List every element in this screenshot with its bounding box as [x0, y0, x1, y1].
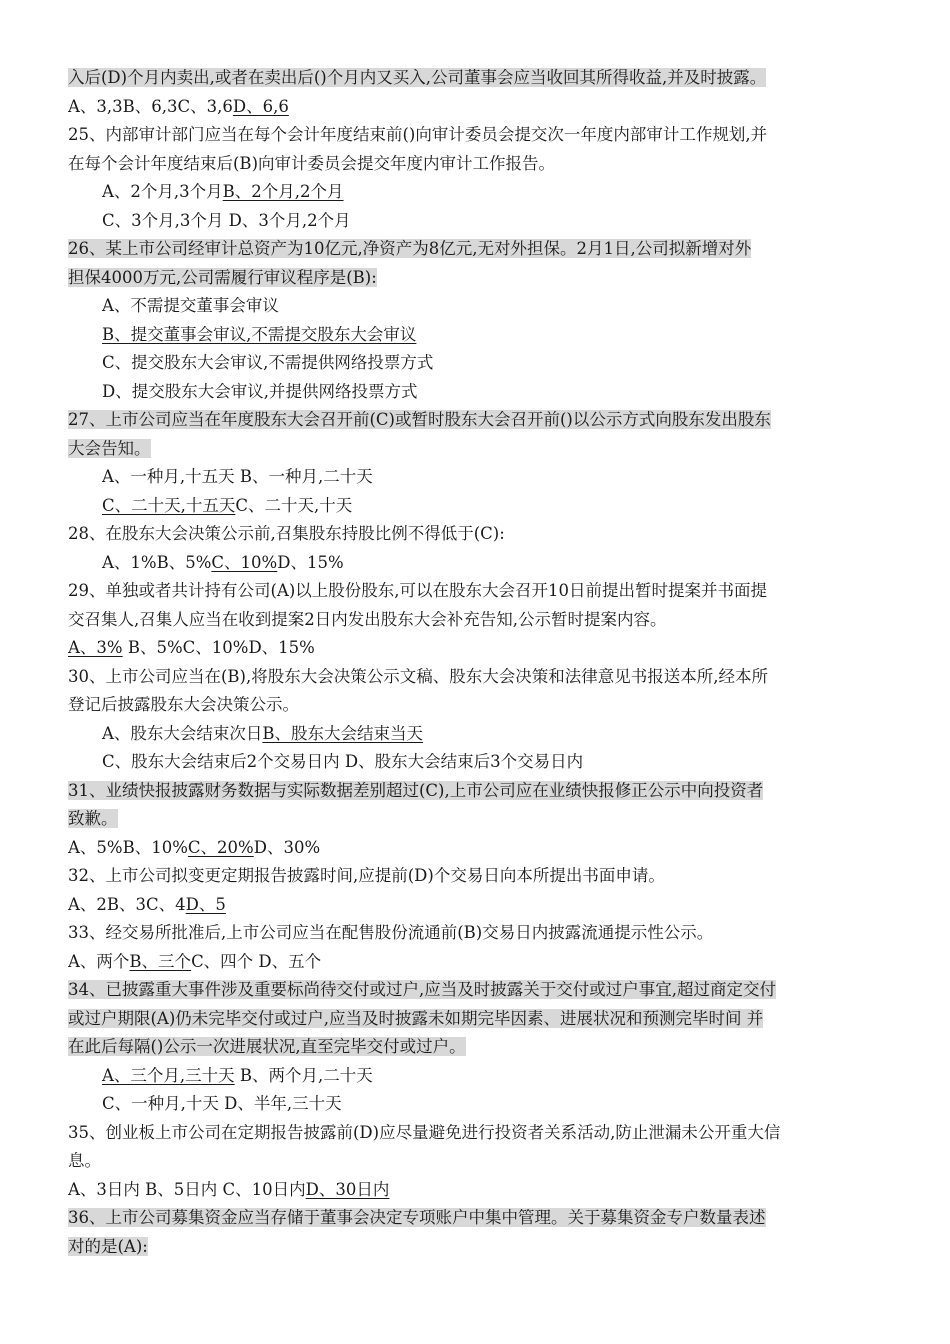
line-text: [68, 1180, 389, 1199]
text-segment: B、两个月,二十天: [234, 1065, 373, 1085]
text-line: [68, 93, 884, 122]
text-segment: A、3,3B、6,3C、3,6: [68, 96, 233, 116]
line-text: [68, 952, 321, 971]
underlined-answer: C、10%: [211, 552, 278, 572]
text-segment: D、提交股东大会审议,并提供网络投票方式: [102, 381, 418, 401]
line-text: [68, 895, 226, 914]
line-text: [68, 610, 667, 629]
underlined-answer: B、三个: [129, 951, 192, 971]
line-text: [102, 724, 423, 743]
text-segment: 34、已披露重大事件涉及重要标尚待交付或过户,应当及时披露关于交付或过户事宜,超过商定交付: [68, 980, 776, 999]
highlighted-question-text: [68, 1237, 148, 1256]
line-text: [102, 467, 373, 486]
text-segment: 26、某上市公司经审计总资产为10亿元,净资产为8亿元,无对外担保。2月1日,公司拟新增对外: [68, 239, 752, 258]
text-segment: 交召集人,召集人应当在收到提案2日内发出股东大会补充告知,公示暂时提案内容。: [68, 609, 667, 629]
line-text: [68, 695, 299, 714]
text-segment: 36、上市公司募集资金应当存储于董事会决定专项账户中集中管理。关于募集资金专户数量表述: [68, 1208, 766, 1227]
line-text: [102, 211, 351, 230]
underlined-answer: A、三个月,三十天: [102, 1065, 235, 1085]
text-line: [68, 435, 884, 464]
underlined-answer: C、20%: [187, 837, 254, 857]
line-text: [68, 923, 713, 942]
document-body: [68, 64, 884, 1261]
highlighted-question-text: [68, 809, 118, 828]
text-line: [68, 1033, 884, 1062]
text-line: [68, 577, 884, 606]
text-segment: 致歉。: [68, 809, 118, 828]
text-segment: 对的是(A):: [68, 1236, 148, 1256]
text-line: [68, 292, 884, 321]
text-line: [68, 891, 884, 920]
highlighted-question-text: [68, 1037, 466, 1056]
text-segment: 在每个会计年度结束后(B)向审计委员会提交年度内审计工作报告。: [68, 153, 555, 173]
underlined-answer: D、30日内: [305, 1179, 390, 1199]
highlighted-question-text: [68, 1009, 763, 1028]
text-segment: B、5%C、10%D、15%: [122, 638, 315, 657]
text-segment: 入后(D)个月内卖出,或者在卖出后()个月内又买入,公司董事会应当收回其所得收益,并及时披露。: [68, 68, 767, 87]
text-segment: A、两个: [68, 951, 130, 971]
text-line: [68, 406, 884, 435]
text-segment: 大会告知。: [68, 438, 151, 458]
text-line: [68, 748, 884, 777]
text-segment: 28、在股东大会决策公示前,召集股东持股比例不得低于(C):: [68, 524, 505, 543]
text-segment: 或过户期限(A)仍未完毕交付或过户,应当及时披露未如期完毕因素、进展状况和预测完毕时间 并: [68, 1008, 764, 1028]
text-segment: C、四个 D、五个: [191, 951, 322, 971]
line-text: [102, 325, 416, 344]
text-segment: 31、业绩快报披露财务数据与实际数据差别超过(C),上市公司应在业绩快报修正公示中向投资者: [68, 780, 764, 800]
text-line: [68, 1062, 884, 1091]
text-line: [68, 834, 884, 863]
text-line: [68, 349, 884, 378]
text-line: [68, 634, 884, 663]
text-line: [68, 976, 884, 1005]
highlighted-question-text: [68, 268, 377, 287]
line-text: [68, 638, 315, 657]
text-line: [68, 919, 884, 948]
highlighted-question-text: [68, 781, 763, 800]
underlined-answer: B、提交董事会审议,不需提交股东大会审议: [102, 324, 417, 344]
line-text: [68, 97, 289, 116]
text-line: [68, 777, 884, 806]
line-text: [68, 581, 767, 600]
text-segment: A、股东大会结束次日: [102, 723, 263, 743]
text-line: [68, 321, 884, 350]
text-line: [68, 1233, 884, 1262]
line-text: [102, 496, 352, 515]
line-text: [68, 1151, 101, 1170]
highlighted-question-text: [68, 68, 766, 87]
line-text: [68, 838, 320, 857]
line-text: [68, 1123, 780, 1142]
text-line: [68, 207, 884, 236]
text-segment: 35、创业板上市公司在定期报告披露前(D)应尽量避免进行投资者关系活动,防止泄漏未公开重大信: [68, 1122, 781, 1142]
text-line: [68, 64, 884, 93]
text-segment: 担保4000万元,公司需履行审议程序是(B):: [68, 267, 377, 287]
line-text: [102, 1066, 373, 1085]
text-segment: A、3日内 B、5日内 C、10日内: [68, 1179, 306, 1199]
line-text: [102, 1094, 342, 1113]
highlighted-question-text: [68, 439, 151, 458]
text-line: [68, 606, 884, 635]
text-line: [68, 549, 884, 578]
text-line: [68, 948, 884, 977]
text-line: [68, 805, 884, 834]
text-segment: 登记后披露股东大会决策公示。: [68, 695, 299, 714]
text-segment: A、一种月,十五天 B、一种月,二十天: [102, 467, 373, 486]
text-segment: D、30%: [253, 837, 321, 857]
underlined-answer: C、二十天,十五天: [102, 495, 236, 515]
text-line: [68, 1005, 884, 1034]
text-segment: 在此后每隔()公示一次进展状况,直至完毕交付或过户。: [68, 1037, 466, 1056]
text-segment: 33、经交易所批准后,上市公司应当在配售股份流通前(B)交易日内披露流通提示性公示。: [68, 923, 714, 942]
text-segment: A、2个月,3个月: [102, 182, 223, 201]
underlined-answer: A、3%: [68, 638, 123, 657]
text-line: [68, 150, 884, 179]
text-line: [68, 1176, 884, 1205]
text-segment: C、一种月,十天 D、半年,三十天: [102, 1094, 342, 1113]
highlighted-question-text: [68, 239, 751, 258]
text-line: [68, 862, 884, 891]
text-line: [68, 178, 884, 207]
text-line: [68, 264, 884, 293]
text-segment: C、3个月,3个月 D、3个月,2个月: [102, 210, 351, 230]
text-segment: A、5%B、10%: [68, 837, 188, 857]
text-line: [68, 663, 884, 692]
text-segment: 32、上市公司拟变更定期报告披露时间,应提前(D)个交易日向本所提出书面申请。: [68, 866, 665, 885]
highlighted-question-text: [68, 410, 771, 429]
text-line: [68, 691, 884, 720]
underlined-answer: B、股东大会结束当天: [262, 723, 424, 743]
text-segment: C、二十天,十天: [235, 495, 353, 515]
line-text: [102, 353, 433, 372]
text-line: [68, 235, 884, 264]
text-line: [68, 463, 884, 492]
text-line: [68, 1090, 884, 1119]
line-text: [68, 125, 767, 144]
line-text: [102, 182, 344, 201]
text-segment: C、提交股东大会审议,不需提供网络投票方式: [102, 353, 434, 372]
line-text: [102, 382, 417, 401]
line-text: [102, 296, 279, 315]
line-text: [68, 667, 768, 686]
text-line: [68, 720, 884, 749]
text-segment: D、15%: [277, 552, 344, 572]
text-line: [68, 492, 884, 521]
text-segment: 30、上市公司应当在(B),将股东大会决策公示文稿、股东大会决策和法律意见书报送本所,经本所: [68, 666, 768, 686]
underlined-answer: D、6,6: [232, 96, 289, 116]
line-text: [102, 752, 583, 771]
underlined-answer: D、5: [185, 894, 226, 914]
line-text: [102, 553, 344, 572]
text-segment: 息。: [68, 1151, 101, 1170]
text-line: [68, 121, 884, 150]
underlined-answer: B、2个月,2个月: [222, 182, 344, 201]
text-segment: 29、单独或者共计持有公司(A)以上股份股东,可以在股东大会召开10日前提出暂时提案并书面提: [68, 581, 768, 600]
line-text: [68, 524, 505, 543]
text-line: [68, 1147, 884, 1176]
text-segment: 27、上市公司应当在年度股东大会召开前(C)或暂时股东大会召开前()以公示方式向股东发出股东: [68, 410, 771, 429]
line-text: [68, 866, 665, 885]
highlighted-question-text: [68, 980, 776, 999]
line-text: [68, 154, 555, 173]
text-line: [68, 520, 884, 549]
highlighted-question-text: [68, 1208, 766, 1227]
text-segment: A、1%B、5%: [102, 552, 212, 572]
text-line: [68, 1204, 884, 1233]
text-segment: A、不需提交董事会审议: [102, 296, 279, 315]
text-segment: C、股东大会结束后2个交易日内 D、股东大会结束后3个交易日内: [102, 752, 584, 771]
text-segment: 25、内部审计部门应当在每个会计年度结束前()向审计委员会提交次一年度内部审计工作规划,并: [68, 125, 768, 144]
text-line: [68, 1119, 884, 1148]
text-line: [68, 378, 884, 407]
text-segment: A、2B、3C、4: [68, 894, 186, 914]
